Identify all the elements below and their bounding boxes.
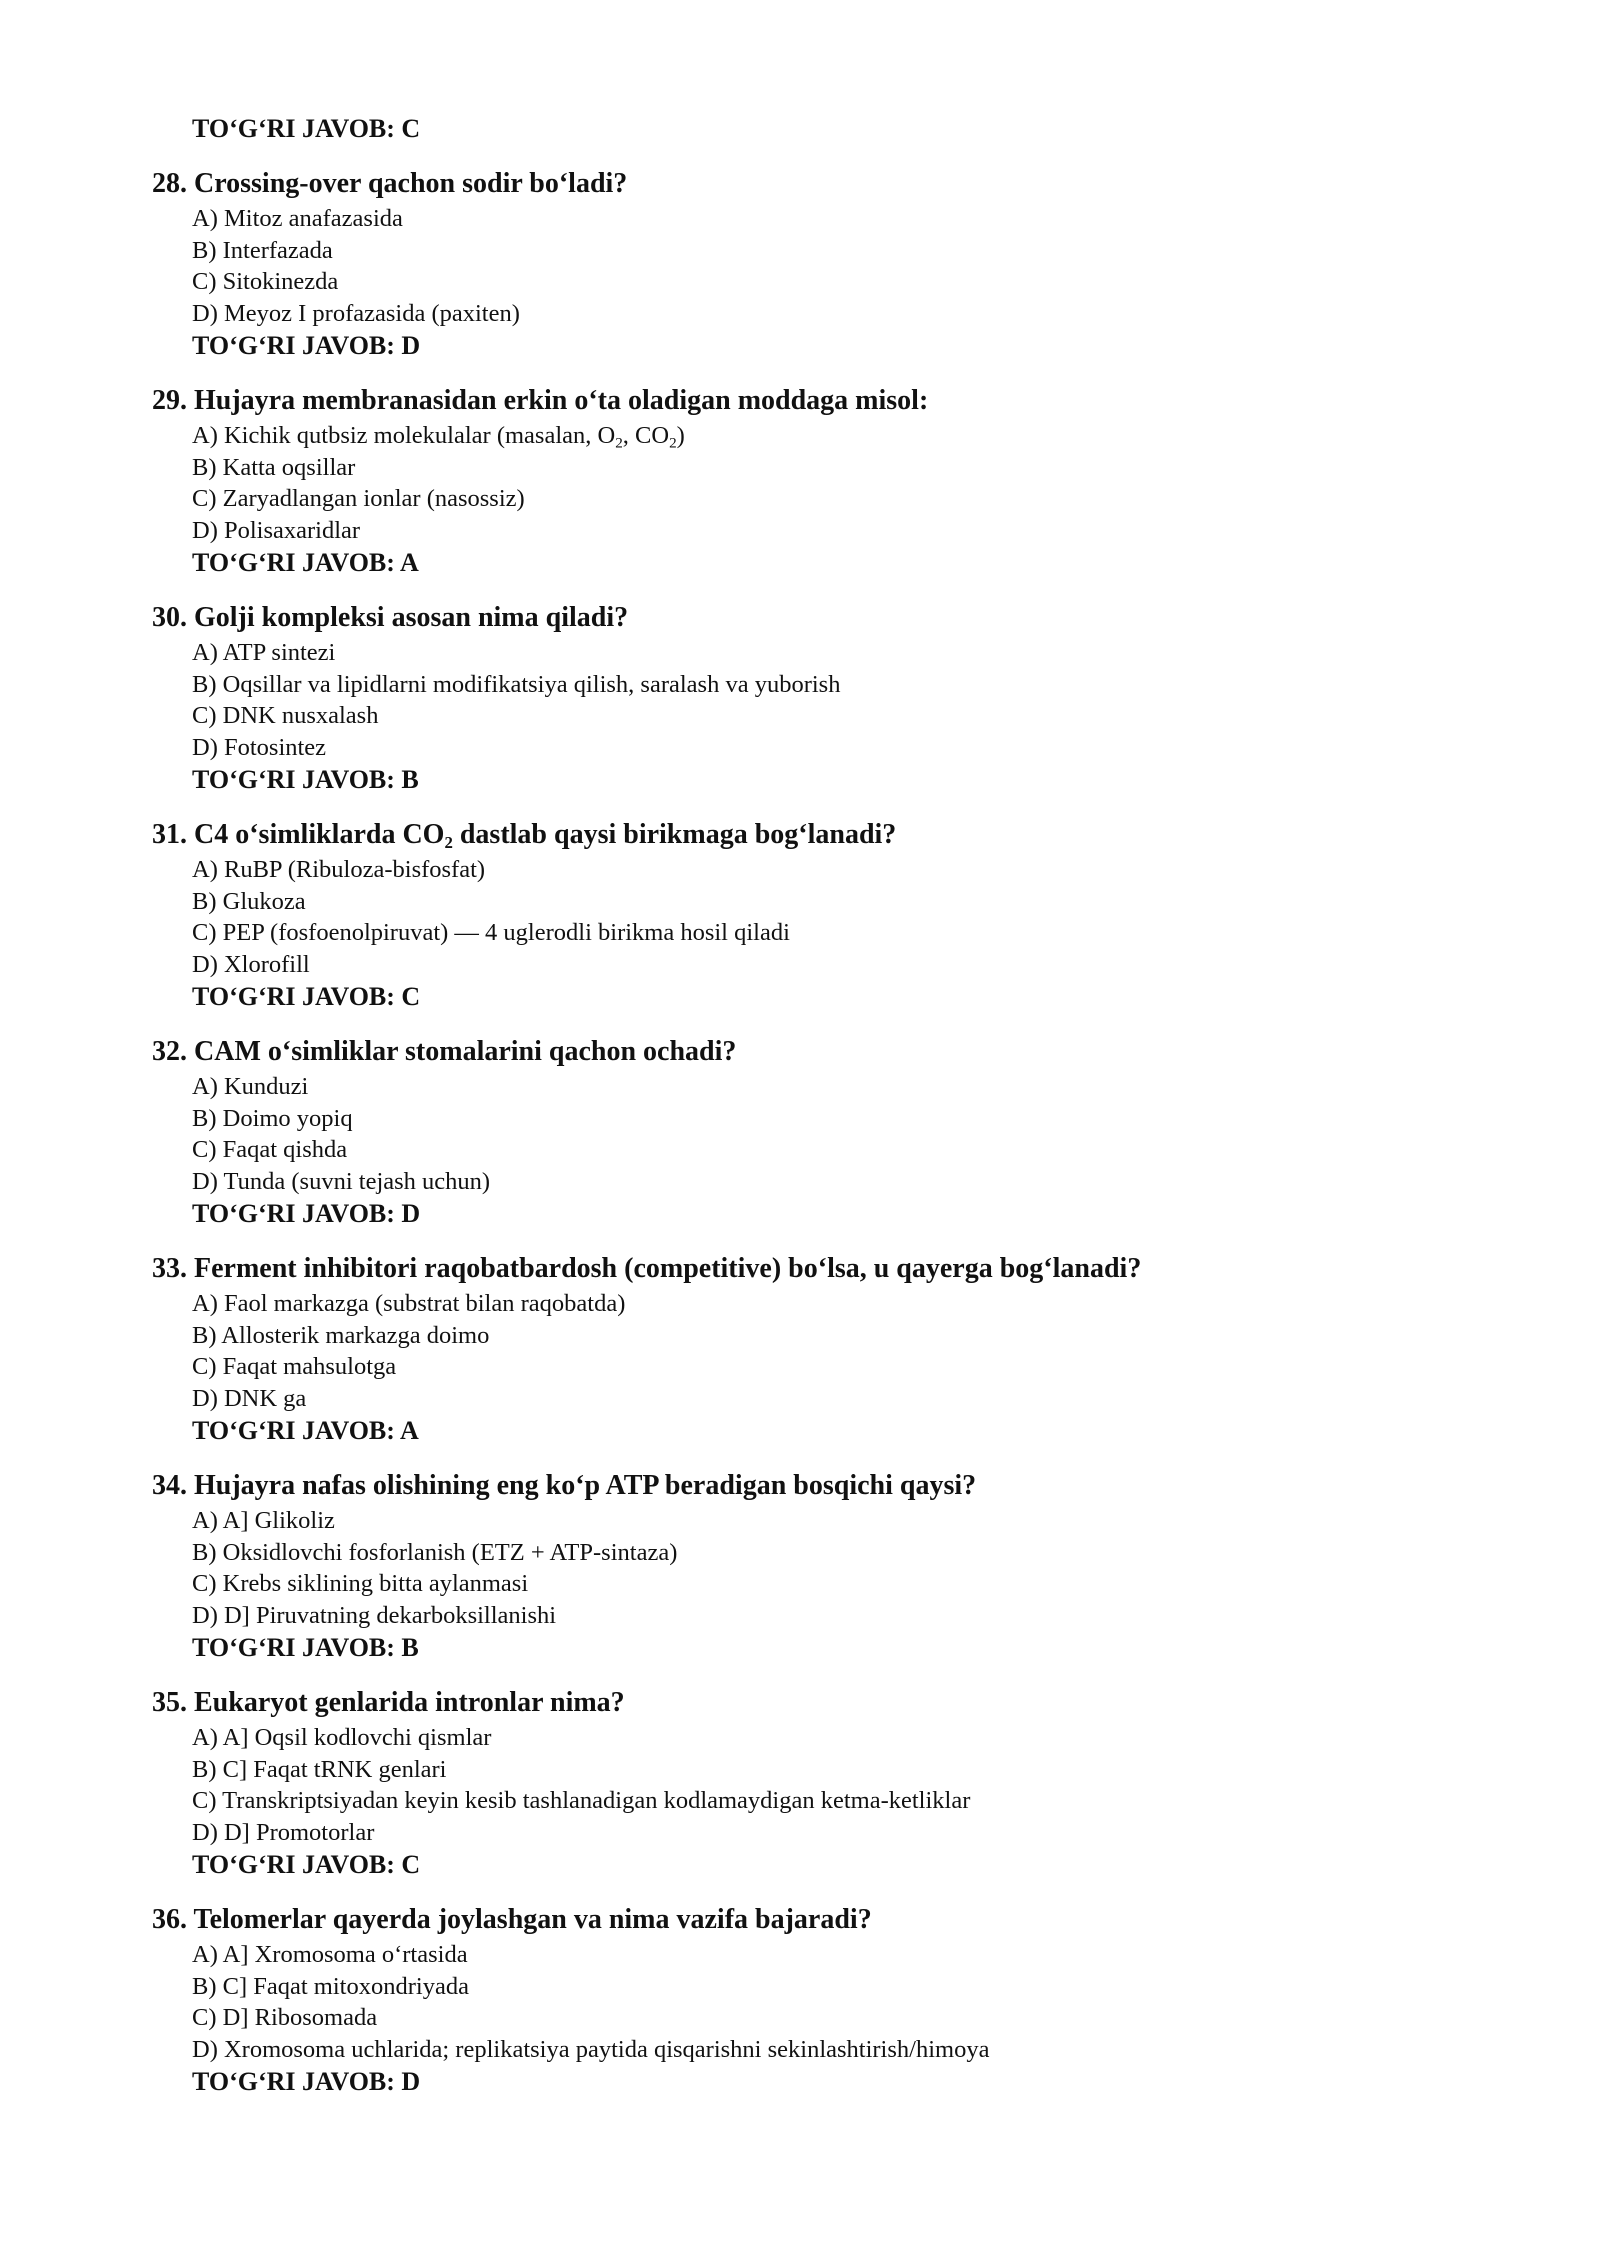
answer-option: D) Meyoz I profazasida (paxiten) bbox=[192, 299, 520, 327]
answer-option: A) Mitoz anafazasida bbox=[192, 205, 403, 232]
answer-option: C) D] Ribosomada bbox=[192, 2004, 378, 2031]
question-title: 34. Hujayra nafas olishining eng ko‘p ATP beradigan bosqichi qaysi? bbox=[152, 1470, 977, 1501]
correct-answer: TO‘G‘RI JAVOB: D bbox=[192, 2067, 421, 2096]
answer-option: D) Xromosoma uchlarida; replikatsiya paytida qisqarishni sekinlashtirish/himoya bbox=[192, 2035, 990, 2063]
correct-answer: TO‘G‘RI JAVOB: C bbox=[192, 1850, 421, 1879]
answer-option: D) Fotosintez bbox=[192, 733, 327, 761]
answer-option: A) RuBP (Ribuloza-bisfosfat) bbox=[192, 856, 486, 883]
answer-line: TO‘G‘RI JAVOB: C bbox=[192, 114, 421, 143]
question-title: 35. Eukaryot genlarida intronlar nima? bbox=[152, 1687, 625, 1718]
answer-option: A) ATP sintezi bbox=[192, 639, 336, 666]
question-block bbox=[152, 383, 1480, 579]
answer-option: A) A] Xromosoma o‘rtasida bbox=[192, 1941, 468, 1968]
answer-option: B) Oksidlovchi fosforlanish (ETZ + ATP-sintaza) bbox=[192, 1538, 678, 1566]
question-block bbox=[152, 1468, 1480, 1664]
answer-option: D) Xlorofill bbox=[192, 950, 310, 978]
answer-option: A) Kichik qutbsiz molekulalar (masalan, $O_2$, $CO_2$) bbox=[192, 422, 685, 452]
answer-option: A) A] Glikoliz bbox=[192, 1507, 335, 1534]
answer-option: C) Sitokinezda bbox=[192, 268, 339, 295]
answer-option: C) DNK nusxalash bbox=[192, 702, 379, 729]
answer-option: B) Katta oqsillar bbox=[192, 453, 356, 481]
correct-answer: TO‘G‘RI JAVOB: B bbox=[192, 765, 419, 794]
answer-option: D) Polisaxaridlar bbox=[192, 516, 361, 544]
answer-option: C) PEP (fosfoenolpiruvat) — 4 uglerodli birikma hosil qiladi bbox=[192, 919, 790, 946]
question-block bbox=[152, 600, 1480, 796]
question-title: 30. Golji kompleksi asosan nima qiladi? bbox=[152, 602, 629, 633]
correct-answer: TO‘G‘RI JAVOB: D bbox=[192, 1199, 421, 1228]
answer-option: B) Interfazada bbox=[192, 236, 333, 264]
correct-answer: TO‘G‘RI JAVOB: A bbox=[192, 548, 419, 577]
answer-option: D) Tunda (suvni tejash uchun) bbox=[192, 1167, 491, 1195]
answer-option: D) D] Piruvatning dekarboksillanishi bbox=[192, 1601, 557, 1629]
question-block bbox=[152, 166, 1480, 362]
answer-option: C) Faqat mahsulotga bbox=[192, 1353, 397, 1380]
answer-option: B) Oqsillar va lipidlarni modifikatsiya qilish, saralash va yuborish bbox=[192, 670, 841, 698]
question-title: 29. Hujayra membranasidan erkin o‘ta oladigan moddaga misol: bbox=[152, 385, 929, 416]
answer-option: D) DNK ga bbox=[192, 1384, 307, 1412]
question-block bbox=[152, 1251, 1480, 1447]
question-block bbox=[152, 1902, 1480, 2098]
answer-option: B) Allosterik markazga doimo bbox=[192, 1321, 490, 1349]
question-list bbox=[152, 166, 1480, 2098]
question-title: 31. C4 o‘simliklarda $CO_2$ dastlab qaysi birikmaga bog‘lanadi? bbox=[152, 819, 897, 853]
answer-option: C) Krebs siklining bitta aylanmasi bbox=[192, 1570, 529, 1597]
question-block bbox=[152, 1685, 1480, 1881]
correct-answer: TO‘G‘RI JAVOB: B bbox=[192, 1633, 419, 1662]
answer-option: A) A] Oqsil kodlovchi qismlar bbox=[192, 1724, 492, 1751]
answer-option: C) Zaryadlangan ionlar (nasossiz) bbox=[192, 485, 525, 512]
answer-option: D) D] Promotorlar bbox=[192, 1818, 375, 1846]
question-title: 33. Ferment inhibitori raqobatbardosh (competitive) bo‘lsa, u qayerga bog‘lanadi? bbox=[152, 1253, 1142, 1284]
question-block bbox=[152, 817, 1480, 1013]
answer-option: A) Faol markazga (substrat bilan raqobatda) bbox=[192, 1290, 626, 1317]
answer-option: C) Faqat qishda bbox=[192, 1136, 348, 1163]
correct-answer: TO‘G‘RI JAVOB: A bbox=[192, 1416, 419, 1445]
answer-option: B) Doimo yopiq bbox=[192, 1104, 353, 1132]
answer-option: B) C] Faqat tRNK genlari bbox=[192, 1755, 447, 1783]
answer-option: B) Glukoza bbox=[192, 887, 306, 915]
question-block bbox=[152, 1034, 1480, 1230]
correct-answer: TO‘G‘RI JAVOB: C bbox=[192, 982, 421, 1011]
answer-option: A) Kunduzi bbox=[192, 1073, 309, 1100]
question-title: 36. Telomerlar qayerda joylashgan va nima vazifa bajaradi? bbox=[152, 1904, 872, 1935]
question-title: 32. CAM o‘simliklar stomalarini qachon ochadi? bbox=[152, 1036, 737, 1067]
correct-answer: TO‘G‘RI JAVOB: D bbox=[192, 331, 421, 360]
answer-option: B) C] Faqat mitoxondriyada bbox=[192, 1972, 469, 2000]
answer-option: C) Transkriptsiyadan keyin kesib tashlanadigan kodlamaydigan ketma-ketliklar bbox=[192, 1787, 971, 1814]
question-title: 28. Crossing-over qachon sodir bo‘ladi? bbox=[152, 168, 628, 199]
